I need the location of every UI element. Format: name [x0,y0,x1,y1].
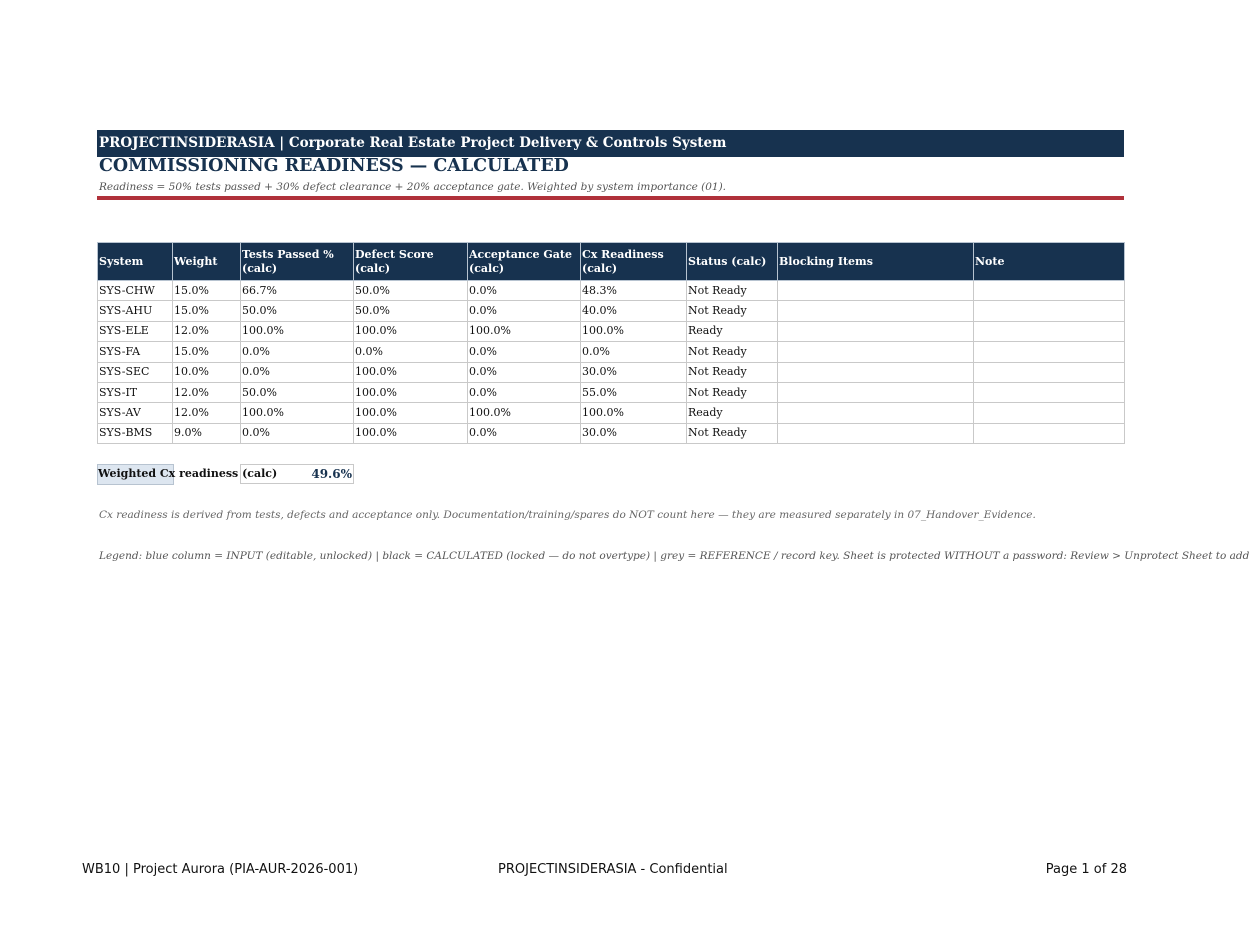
table-cell[interactable]: 0.0% [468,423,581,443]
sheet-header [97,130,1124,200]
weighted-readiness-value: 49.6% [240,464,354,484]
table-cell[interactable]: Not Ready [687,281,778,301]
table-row [98,342,1125,362]
table-cell[interactable]: 100.0% [468,321,581,341]
table-cell[interactable]: SYS-AHU [98,301,173,321]
column-header: Cx Readiness (calc) [581,243,687,281]
column-header: Tests Passed % (calc) [241,243,354,281]
footer-center: PROJECTINSIDERASIA - Confidential [498,862,728,877]
table-cell[interactable] [778,301,974,321]
table-cell[interactable]: 50.0% [241,382,354,402]
table-row [98,423,1125,443]
table-cell[interactable]: 0.0% [468,301,581,321]
table-cell[interactable]: 100.0% [354,403,468,423]
table-cell[interactable] [974,362,1125,382]
table-cell[interactable]: SYS-IT [98,382,173,402]
table-cell[interactable]: Not Ready [687,342,778,362]
table-cell[interactable]: 50.0% [354,281,468,301]
table-cell[interactable]: 100.0% [241,403,354,423]
table-cell[interactable]: SYS-AV [98,403,173,423]
table-cell[interactable] [778,362,974,382]
table-cell[interactable]: 30.0% [581,423,687,443]
table-row [98,321,1125,341]
page-title: COMMISSIONING READINESS — CALCULATED [99,156,569,176]
column-header: Weight [173,243,241,281]
table-cell[interactable]: 30.0% [581,362,687,382]
table-cell[interactable] [974,321,1125,341]
table-cell[interactable]: 0.0% [241,362,354,382]
table-cell[interactable] [778,382,974,402]
table-cell[interactable] [974,382,1125,402]
table-cell[interactable]: SYS-CHW [98,281,173,301]
table-cell[interactable] [778,423,974,443]
table-cell[interactable]: Ready [687,403,778,423]
column-header: Acceptance Gate (calc) [468,243,581,281]
table-cell[interactable]: SYS-ELE [98,321,173,341]
table-cell[interactable]: 50.0% [241,301,354,321]
table-cell[interactable]: 12.0% [173,321,241,341]
table-cell[interactable] [974,342,1125,362]
table-cell[interactable]: Not Ready [687,362,778,382]
table-row [98,281,1125,301]
table-cell[interactable]: 55.0% [581,382,687,402]
table-cell[interactable]: 0.0% [468,382,581,402]
table-cell[interactable]: Not Ready [687,382,778,402]
table-cell[interactable]: 15.0% [173,301,241,321]
table-cell[interactable]: 15.0% [173,342,241,362]
table-cell[interactable]: 12.0% [173,403,241,423]
footer-left: WB10 | Project Aurora (PIA-AUR-2026-001) [82,862,359,877]
table-row [98,403,1125,423]
table-cell[interactable]: 66.7% [241,281,354,301]
table-cell[interactable] [974,403,1125,423]
table-row [98,301,1125,321]
table-cell[interactable]: 12.0% [173,382,241,402]
table-cell[interactable]: 40.0% [581,301,687,321]
table-cell[interactable]: 100.0% [354,423,468,443]
table-cell[interactable]: 0.0% [468,362,581,382]
table-cell[interactable]: 100.0% [581,403,687,423]
summary-label: Weighted Cx readiness (calc) [98,467,278,480]
table-row [98,362,1125,382]
readiness-table [97,242,1125,444]
table-cell[interactable]: 48.3% [581,281,687,301]
footer-right: Page 1 of 28 [1045,862,1127,877]
table-row [98,382,1125,402]
table-cell[interactable]: 0.0% [468,281,581,301]
table-cell[interactable]: 100.0% [354,382,468,402]
table-cell[interactable] [778,403,974,423]
table-cell[interactable]: SYS-BMS [98,423,173,443]
table-cell[interactable]: Not Ready [687,423,778,443]
column-header: Blocking Items [778,243,974,281]
table-cell[interactable] [974,301,1125,321]
table-header-row [98,243,1125,281]
derivation-note: Cx readiness is derived from tests, defects and acceptance only. Documentation/training/spares do NOT count here — they are measured separately in 07_Handover_Evidence. [99,509,1036,521]
table-cell[interactable]: 0.0% [241,423,354,443]
table-cell[interactable]: 100.0% [354,362,468,382]
table-cell[interactable]: 50.0% [354,301,468,321]
table-cell[interactable]: 100.0% [581,321,687,341]
table-cell[interactable] [974,281,1125,301]
table-cell[interactable] [778,321,974,341]
table-cell[interactable]: Not Ready [687,301,778,321]
table-cell[interactable]: 0.0% [468,342,581,362]
table-cell[interactable]: 0.0% [241,342,354,362]
table-cell[interactable]: SYS-FA [98,342,173,362]
table-cell[interactable] [778,281,974,301]
table-cell[interactable]: 15.0% [173,281,241,301]
table-cell[interactable]: Ready [687,321,778,341]
table-cell[interactable]: 0.0% [581,342,687,362]
table-cell[interactable] [974,423,1125,443]
table-cell[interactable]: 0.0% [354,342,468,362]
header-divider [97,196,1124,200]
column-header: Note [974,243,1125,281]
table-cell[interactable]: 9.0% [173,423,241,443]
table-cell[interactable]: 100.0% [354,321,468,341]
formula-subtitle: Readiness = 50% tests passed + 30% defect clearance + 20% acceptance gate. Weighted by system importance (01). [99,181,727,193]
table-cell[interactable]: SYS-SEC [98,362,173,382]
table-cell[interactable]: 100.0% [468,403,581,423]
column-header: Status (calc) [687,243,778,281]
column-header: System [98,243,173,281]
table-cell[interactable]: 10.0% [173,362,241,382]
column-header: Defect Score (calc) [354,243,468,281]
banner: PROJECTINSIDERASIA | Corporate Real Estate Project Delivery & Controls System [97,130,1124,157]
table-cell[interactable] [778,342,974,362]
table-cell[interactable]: 100.0% [241,321,354,341]
legend-note: Legend: blue column = INPUT (editable, unlocked) | black = CALCULATED (locked — do not overtype) | grey = REFERENCE / record key. Sheet is protected WITHOUT a password: Review > Unprotect Sheet to add [99,550,1249,562]
